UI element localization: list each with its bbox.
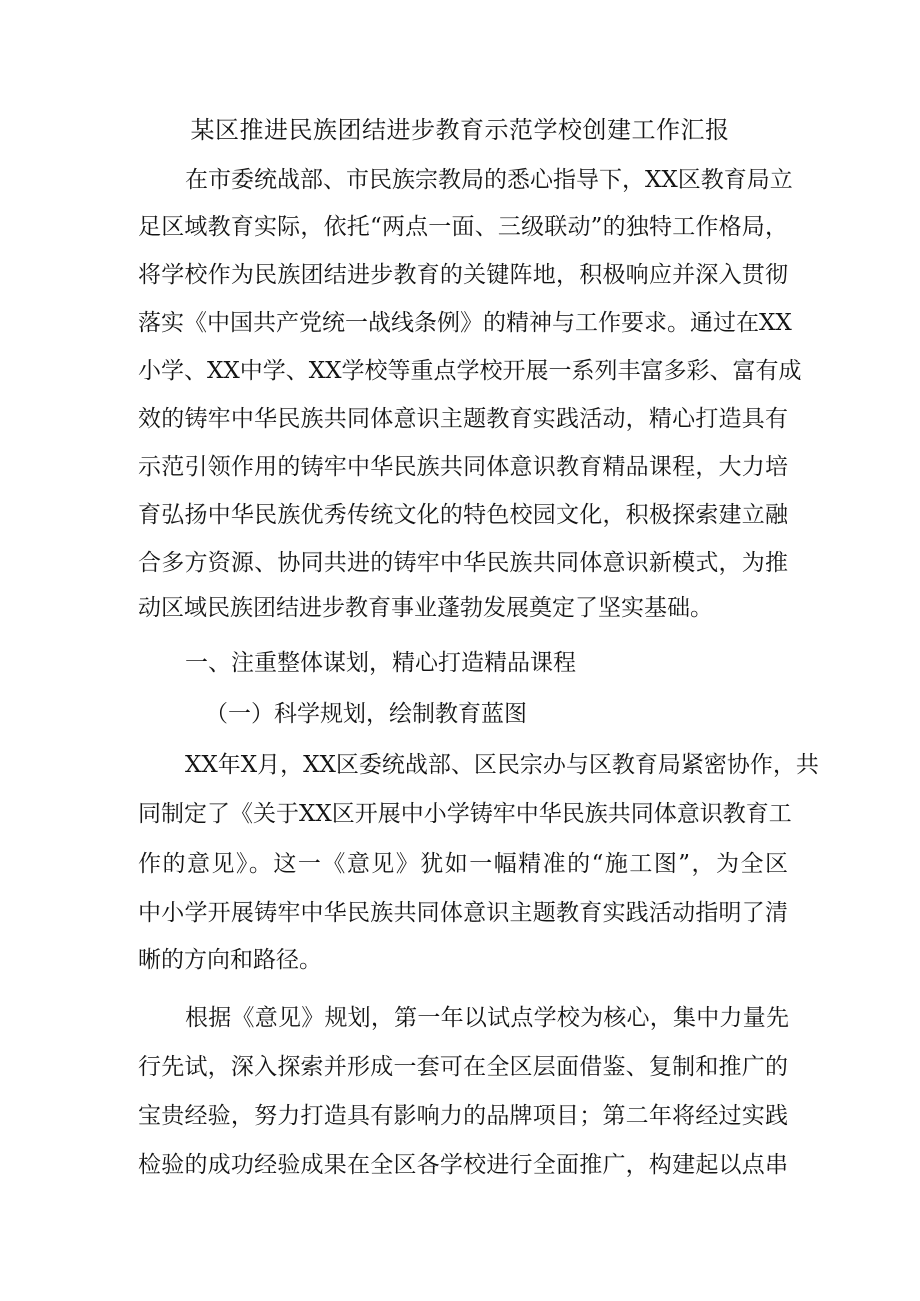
intro-line-7: 示范引领作用的铸牢中华民族共同体意识教育精品课程，大力培 [138, 454, 788, 480]
intro-line-5: 小学、XX中学、XX学校等重点学校开展一系列丰富多彩、富有成 [138, 358, 802, 384]
para2-line-5: 晰的方向和路径。 [138, 947, 322, 973]
para3-line-2: 行先试，深入探索并形成一套可在全区层面借鉴、复制和推广的 [138, 1054, 788, 1080]
intro-line-3: 将学校作为民族团结进步教育的关键阵地，积极响应并深入贯彻 [138, 262, 788, 288]
para3-line-4: 检验的成功经验成果在全区各学校进行全面推广，构建起以点串 [138, 1152, 788, 1178]
intro-line-6: 效的铸牢中华民族共同体意识主题教育实践活动，精心打造具有 [138, 406, 788, 432]
intro-line-8: 育弘扬中华民族优秀传统文化的特色校园文化，积极探索建立融 [138, 502, 788, 528]
document-title: 某区推进民族团结进步教育示范学校创建工作汇报 [190, 116, 730, 144]
para3-line-1: 根据《意见》规划，第一年以试点学校为核心，集中力量先 [185, 1005, 789, 1031]
para2-line-4: 中小学开展铸牢中华民族共同体意识主题教育实践活动指明了清 [138, 900, 788, 926]
para3-line-3: 宝贵经验，努力打造具有影响力的品牌项目；第二年将经过实践 [138, 1103, 788, 1129]
para2-line-1: XX年X月，XX区委统战部、区民宗办与区教育局紧密协作，共 [185, 752, 819, 778]
para2-line-3: 作的意见》。这一《意见》犹如一幅精准的“施工图”，为全区 [138, 851, 788, 877]
para2-line-2: 同制定了《关于XX区开展中小学铸牢中华民族共同体意识教育工 [138, 801, 792, 827]
intro-line-10: 动区域民族团结进步教育事业蓬勃发展奠定了坚实基础。 [138, 595, 713, 621]
section-heading-1: 一、注重整体谋划，精心打造精品课程 [185, 650, 576, 676]
intro-line-2: 足区域教育实际，依托“两点一面、三级联动”的独特工作格局， [138, 214, 788, 240]
intro-line-9: 合多方资源、协同共进的铸牢中华民族共同体意识新模式，为推 [138, 550, 788, 576]
intro-line-1: 在市委统战部、市民族宗教局的悉心指导下，XX区教育局立 [185, 167, 793, 193]
subsection-heading-1: （一）科学规划，绘制教育蓝图 [205, 701, 527, 727]
intro-line-4: 落实《中国共产党统一战线条例》的精神与工作要求。通过在XX [138, 310, 792, 336]
